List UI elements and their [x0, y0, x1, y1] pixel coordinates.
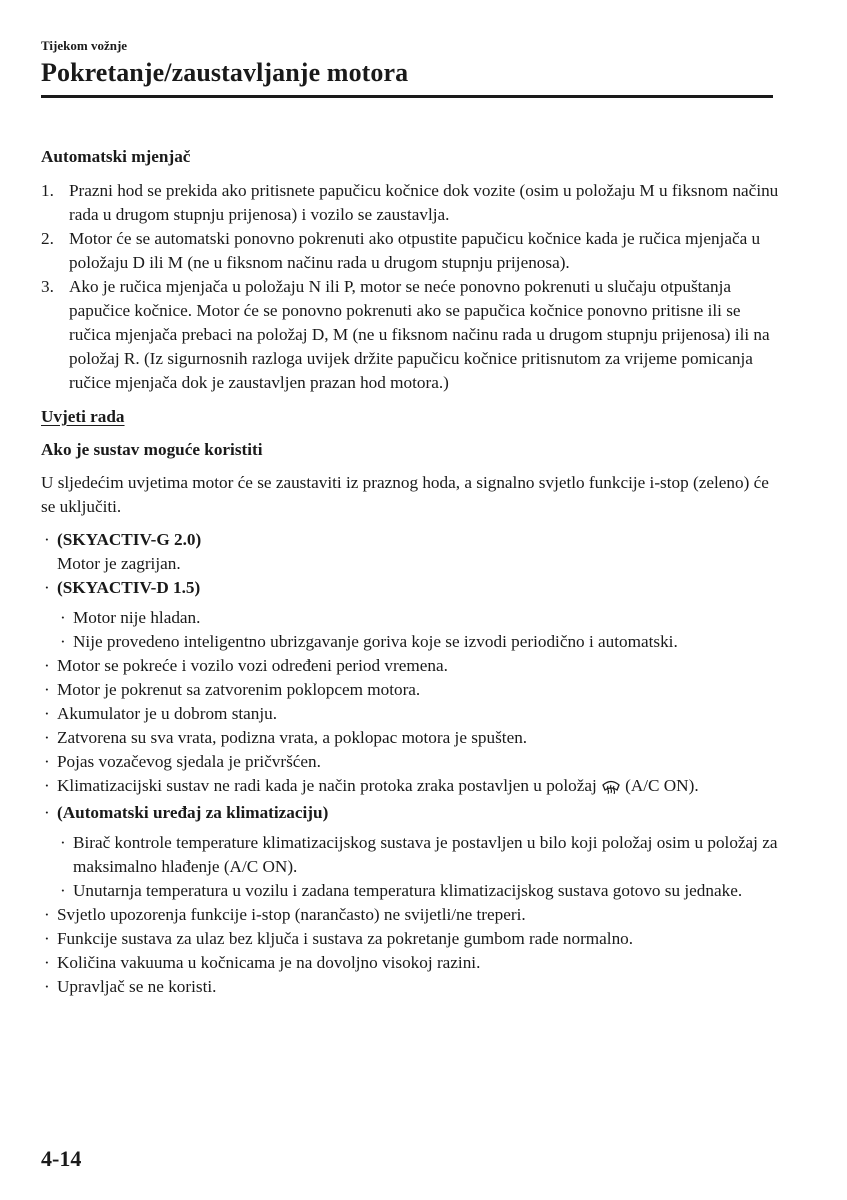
list-item: · Svjetlo upozorenja funkcije i-stop (narančasto) ne svijetli/ne treperi. [44, 905, 526, 924]
list-item: · Akumulator je u dobrom stanju. [44, 704, 278, 723]
page-content [41, 145, 781, 999]
list-item: · (SKYACTIV-G 2.0) Motor je zagrijan. [44, 530, 202, 573]
list-item: 3. Ako je ručica mjenjača u položaju N ili P, motor se neće ponovno pokrenuti u slučaju otpuštanja papučice kočnice. Motor će se ponovno pokrenuti ako se papučica kočnice ponovno pritisne ili se ručica mjenjača prebaci na položaj D, M (ne u fiksnom načinu rada u drugom stupnju prijenosa) ili na položaj R. (Iz sigurnosnih razloga uvijek držite papučicu kočnice pritisnutom za vrijeme pomicanja ručice mjenjača dok je zaustavljen prazan hod motora.) [41, 277, 770, 392]
list-item: · Birač kontrole temperature klimatizacijskog sustava je postavljen u bilo koji položaj osim u položaj za maksimalno hlađenje (A/C ON). [60, 833, 778, 876]
usable-conditions-subheading: Ako je sustav moguće koristiti [41, 440, 263, 459]
list-item: · Količina vakuuma u kočnicama je na dovoljno visokoj razini. [44, 953, 481, 972]
auto-climate-label: (Automatski uređaj za klimatizaciju) [57, 803, 329, 822]
list-item: · Klimatizacijski sustav ne radi kada je način protoka zraka postavljen u položaj (A/C ON). [41, 774, 781, 801]
list-item: · Unutarnja temperatura u vozilu i zadana temperatura klimatizacijskog sustava gotovo su jednake. [60, 881, 743, 900]
list-item: 2. Motor će se automatski ponovno pokrenuti ako otpustite papučicu kočnice kada je ručica mjenjača u položaju D ili M (ne u fiksnom načinu rada u drugom stupnju prijenosa). [41, 229, 761, 272]
conditions-intro: U sljedećim uvjetima motor će se zaustaviti iz praznog hoda, a signalno svjetlo funkcije i-stop (zeleno) će se uključiti. [41, 473, 769, 516]
conditions-list [41, 528, 781, 600]
skyactiv-g-label: (SKYACTIV-G 2.0) [57, 530, 202, 549]
list-item: 1. Prazni hod se prekida ako pritisnete papučicu kočnice dok vozite (osim u položaju M u fiksnom načinu rada u drugom stupnju prijenosa) i vozilo se zaustavlja. [41, 181, 779, 224]
skyactiv-d-sublist [41, 606, 781, 654]
chapter-label: Tijekom vožnje [41, 38, 128, 53]
list-item: · Upravljač se ne koristi. [44, 977, 217, 996]
page-header [41, 38, 773, 98]
page-title: Pokretanje/zaustavljanje motora [41, 58, 409, 87]
conditions-list-final [41, 903, 781, 999]
windshield-defroster-icon [601, 776, 621, 801]
page-number: 4-14 [41, 1146, 82, 1171]
list-item: · Motor je pokrenut sa zatvorenim poklopcem motora. [44, 680, 421, 699]
operating-conditions-heading: Uvjeti rada [41, 407, 125, 426]
auto-climate-sublist [41, 831, 781, 903]
automatic-steps-list [41, 179, 781, 395]
list-item: · Nije provedeno inteligentno ubrizgavanje goriva koje se izvodi periodično i automatski. [60, 632, 678, 651]
list-item: · Funkcije sustava za ulaz bez ključa i sustava za pokretanje gumbom rade normalno. [44, 929, 634, 948]
list-item: · Motor nije hladan. [60, 608, 201, 627]
title-rule [41, 95, 773, 98]
list-item: · Pojas vozačevog sjedala je pričvršćen. [44, 752, 321, 771]
list-item: · Motor se pokreće i vozilo vozi određeni period vremena. [44, 656, 448, 675]
skyactiv-d-label: (SKYACTIV-D 1.5) [57, 578, 201, 597]
list-item: · (SKYACTIV-D 1.5) [44, 578, 201, 597]
automatic-transmission-heading: Automatski mjenjač [41, 147, 191, 166]
list-item: · Zatvorena su sva vrata, podizna vrata, a poklopac motora je spušten. [44, 728, 528, 747]
conditions-list-general [41, 654, 781, 825]
list-item: · (Automatski uređaj za klimatizaciju) [44, 803, 329, 822]
